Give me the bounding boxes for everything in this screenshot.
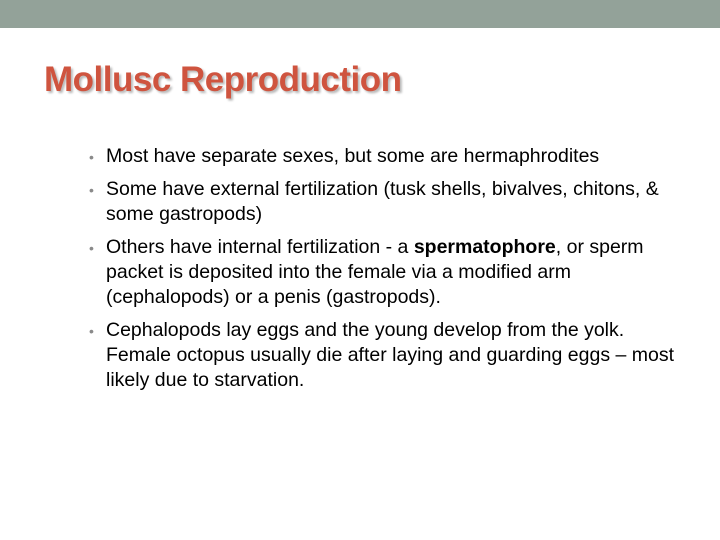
- bullet-text-after: , or sperm packet is deposited into the female via a modified arm (cephalopods) or a penis (gastropods).: [106, 236, 644, 308]
- bold-term: spermatophore: [413, 236, 556, 258]
- slide-title: Mollusc Reproduction: [44, 60, 402, 99]
- bullet-dot-icon: •: [89, 149, 94, 165]
- bullet-item: [88, 144, 688, 169]
- bullet-list: [88, 144, 688, 401]
- top-accent-bar: [0, 0, 720, 28]
- bullet-text: Some have external fertilization (tusk shells, bivalves, chitons, & some gastropods): [106, 178, 659, 225]
- bullet-text: Cephalopods lay eggs and the young develop from the yolk. Female octopus usually die after laying and guarding eggs – most likely due to starvation.: [106, 319, 675, 391]
- bullet-text: [106, 236, 644, 308]
- bullet-dot-icon: •: [89, 323, 94, 339]
- bullet-text-before: Others have internal fertilization - a: [106, 236, 414, 258]
- bullet-item: [88, 318, 688, 393]
- bullet-item: [88, 177, 688, 227]
- bullet-text: Most have separate sexes, but some are hermaphrodites: [106, 145, 600, 167]
- bullet-item: [88, 235, 688, 310]
- bullet-dot-icon: •: [89, 240, 94, 256]
- bullet-dot-icon: •: [89, 182, 94, 198]
